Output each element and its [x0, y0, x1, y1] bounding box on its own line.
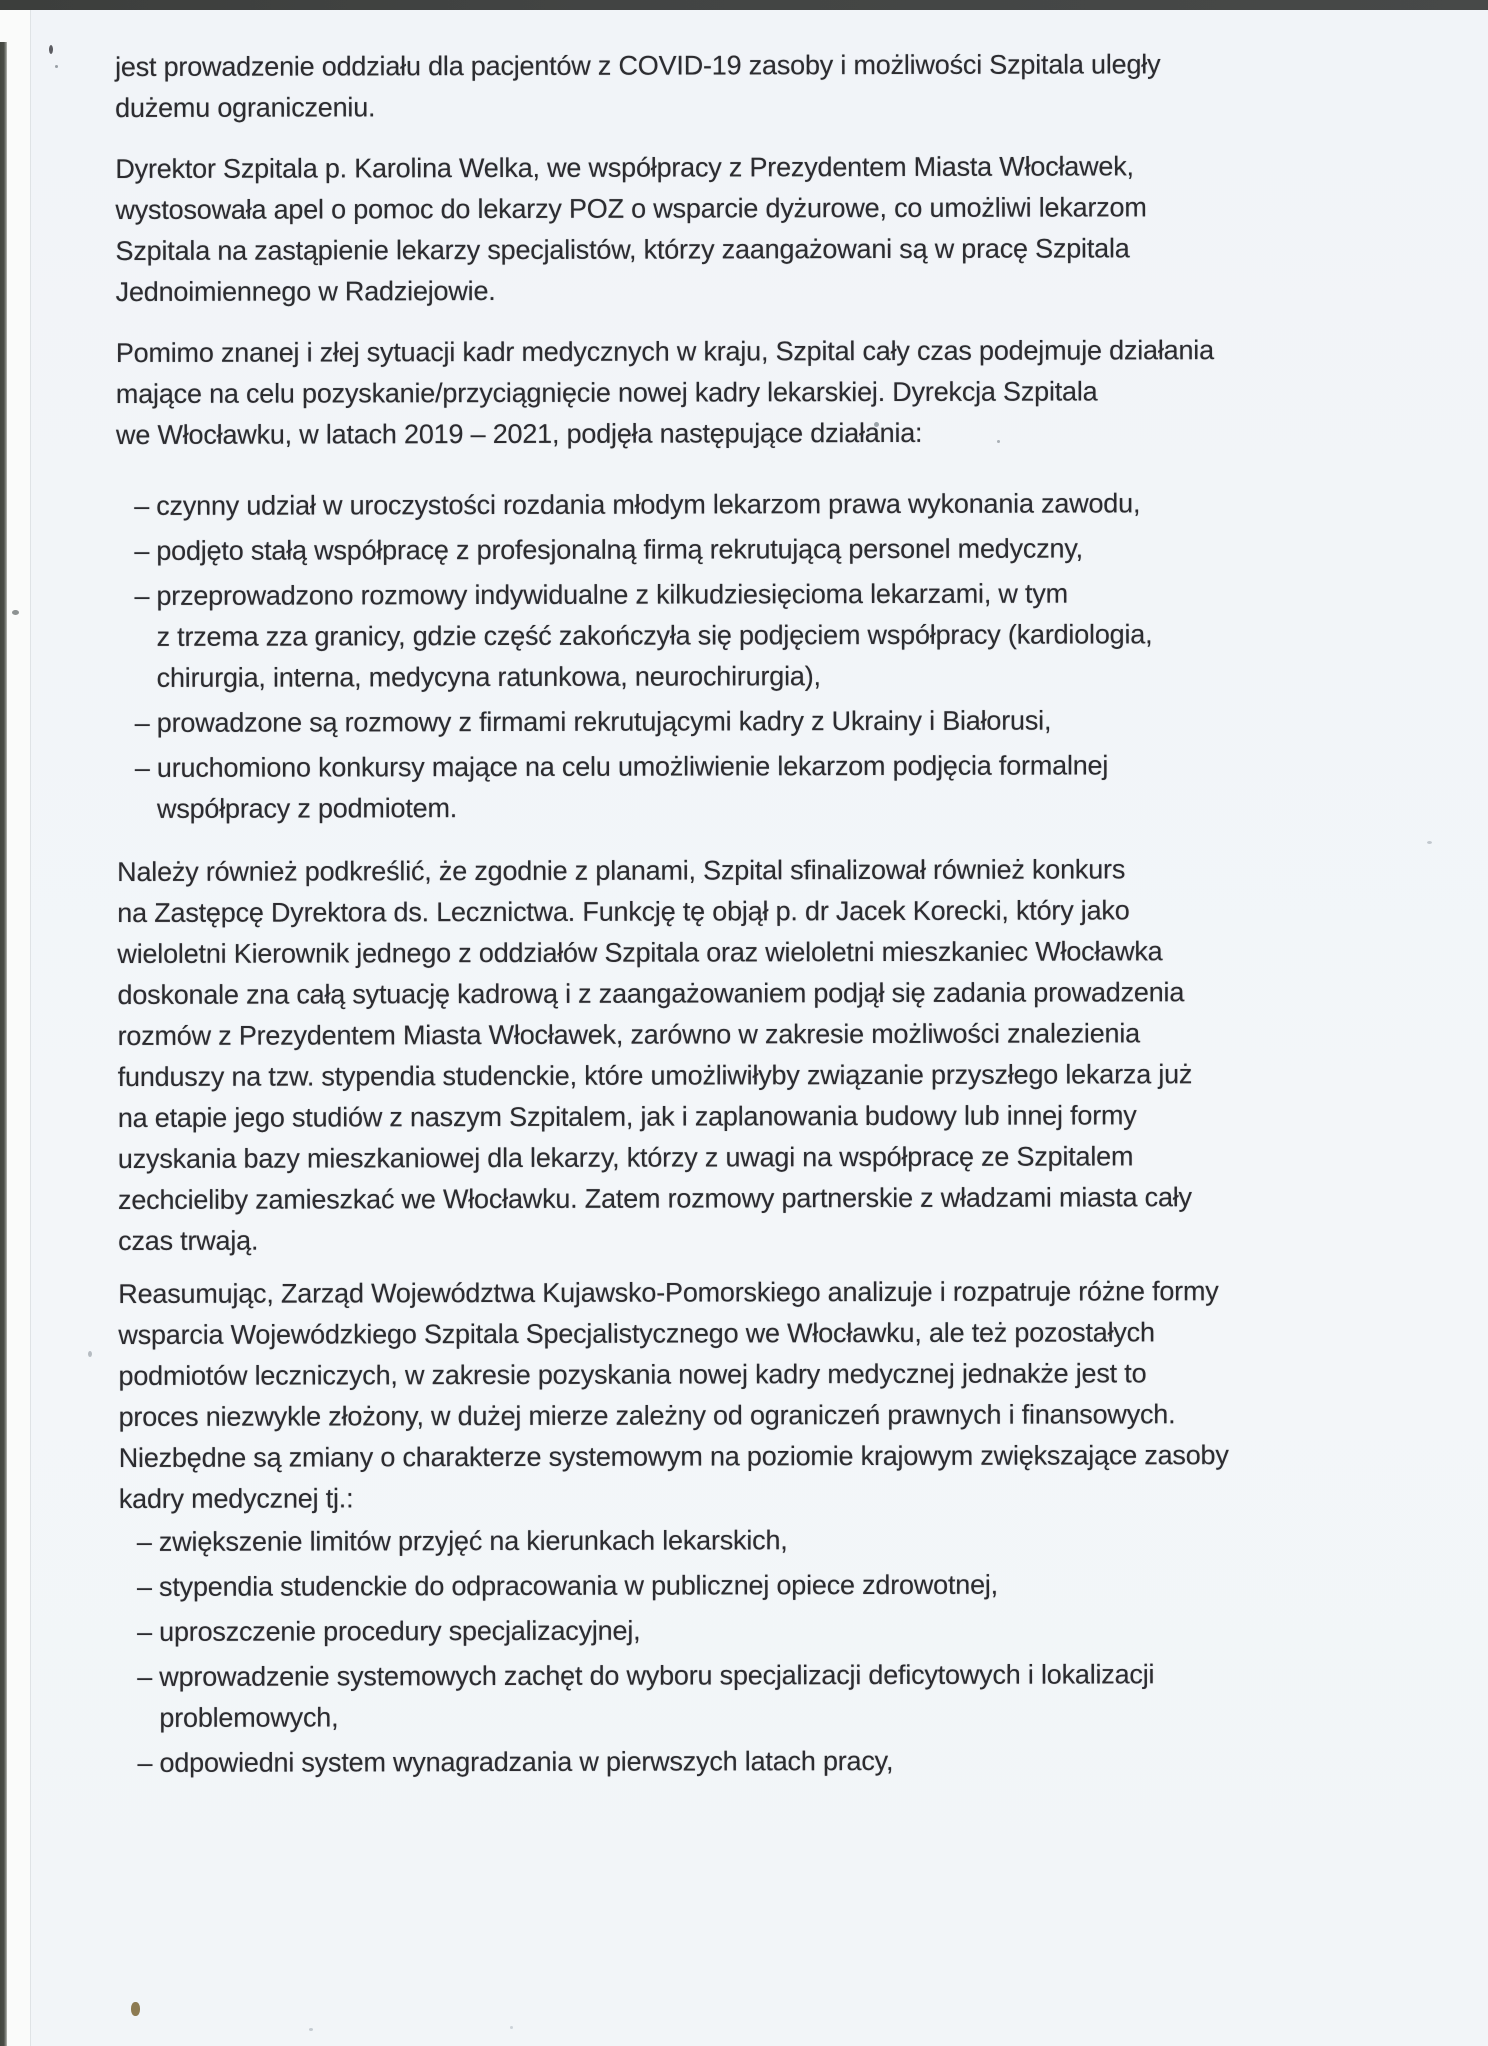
scan-speck: [12, 610, 19, 615]
paragraph-covid-impact: jest prowadzenie oddziału dla pacjentów z COVID-19 zasoby i możliwości Szpitala uległy dużemu ograniczeniu.: [115, 49, 1161, 123]
list-item: [119, 1653, 1464, 1739]
dash-marker: –: [136, 1571, 152, 1602]
list-item-text: stypendia studenckie do odpracowania w publicznej opiece zdrowotnej,: [158, 1569, 999, 1602]
scan-speck: [510, 2026, 513, 2029]
scan-left-edge: [0, 42, 7, 2046]
scan-top-edge: [0, 0, 1488, 10]
list-item: [116, 482, 1461, 527]
list-item: [119, 1518, 1464, 1563]
actions-list: [116, 482, 1462, 830]
list-item: [117, 699, 1462, 744]
list-item: [116, 572, 1461, 699]
list-item-text: czynny udział w uroczystości rozdania młodym lekarzom prawa wykonania zawodu,: [156, 488, 1141, 521]
dash-marker: –: [137, 1747, 153, 1778]
dash-marker: –: [137, 1661, 153, 1692]
list-item-text: podjęto stałą współpracę z profesjonalną firmą rekrutującą personel medyczny,: [156, 533, 1083, 566]
scan-speck: [55, 65, 58, 68]
scan-speck: [309, 2028, 313, 2031]
dash-marker: –: [134, 490, 150, 521]
dash-marker: –: [134, 580, 150, 611]
list-item: [119, 1563, 1464, 1608]
list-item: [117, 744, 1462, 830]
list-item-text: uproszczenie procedury specjalizacyjnej,: [159, 1615, 641, 1647]
dash-marker: –: [136, 1526, 152, 1557]
paragraph-staffing-efforts: Pomimo znanej i złej sytuacji kadr medycznych w kraju, Szpital cały czas podejmuje działania mające na celu pozyskanie/przyciągnięcie nowej kadry lekarskiej. Dyrekcja Szpitala we Włocławku, w latach 2019 – 2021, podjęła następujące działania:: [115, 335, 1214, 450]
paragraph-director-appeal: Dyrektor Szpitala p. Karolina Welka, we współpracy z Prezydentem Miasta Włocławek, wystosowała apel o pomoc do lekarzy POZ o wsparcie dyżurowe, co umożliwi lekarzom Szpitala na zastąpienie lekarzy specjalistów, którzy zaangażowani są w pracę Szpitala Jednoimiennego w Radziejowie.: [115, 151, 1147, 307]
dash-marker: –: [134, 707, 150, 738]
scan-speck: [88, 1351, 92, 1357]
list-item-text: wprowadzenie systemowych zachęt do wyboru specjalizacji deficytowych i lokalizacji problemowych,: [159, 1659, 1155, 1733]
paragraph-summary: Reasumując, Zarząd Województwa Kujawsko-Pomorskiego analizuje i rozpatruje różne formy wsparcia Wojewódzkiego Szpitala Specjalistycznego we Włocławku, ale też pozostałych podmiotów leczniczych, w zakresie pozyskania nowej kadry medycznej jednakże jest to proces niezwykle złożony, w dużej mierze zależny od ograniczeń prawnych i finansowych. Niezbędne są zmiany o charakterze systemowym na poziomie krajowym zwiększające zasoby kadry medycznej tj.:: [118, 1276, 1229, 1514]
scan-speck: [131, 2002, 140, 2016]
scan-speck: [49, 45, 53, 54]
list-item-text: przeprowadzono rozmowy indywidualne z kilkudziesięcioma lekarzami, w tym z trzema zza granicy, gdzie część zakończyła się podjęciem współpracy (kardiologia, chirurgia, interna, medycyna ratunkowa, neurochirurgia),: [156, 578, 1153, 693]
list-item-text: zwiększenie limitów przyjęć na kierunkach lekarskich,: [158, 1525, 788, 1557]
list-item: [116, 527, 1461, 572]
paragraph-deputy-director: Należy również podkreślić, że zgodnie z planami, Szpital sfinalizował również konkurs na Zastępcę Dyrektora ds. Lecznictwa. Funkcję tę objął p. dr Jacek Korecki, który jako wieloletni Kierownik jednego z oddziałów Szpitala oraz wieloletni mieszkaniec Włocławka doskonale zna całą sytuację kadrową i z zaangażowaniem podjął się zadania prowadzenia rozmów z Prezydentem Miasta Włocławek, zarówno w zakresie możliwości znalezienia funduszy na tzw. stypendia studenckie, które umożliwiłyby związanie przyszłego lekarza już na etapie jego studiów z naszym Szpitalem, jak i zaplanowania budowy lub innej formy uzyskania bazy mieszkaniowej dla lekarzy, którzy z uwagi na współpracę ze Szpitalem zechcieliby zamieszkać we Włocławku. Zatem rozmowy partnerskie z władzami miasta cały czas trwają.: [117, 854, 1193, 1256]
list-item-text: uruchomiono konkursy mające na celu umożliwienie lekarzom podjęcia formalnej współpracy z podmiotem.: [156, 750, 1109, 824]
dash-marker: –: [134, 752, 150, 783]
dash-marker: –: [134, 535, 150, 566]
system-changes-list: [119, 1518, 1465, 1784]
list-item-text: odpowiedni system wynagradzania w pierwszych latach pracy,: [159, 1745, 894, 1778]
list-item: [119, 1608, 1464, 1653]
dash-marker: –: [137, 1616, 153, 1647]
document-body: [115, 43, 1465, 1784]
list-item-text: prowadzone są rozmowy z firmami rekrutującymi kadry z Ukrainy i Białorusi,: [156, 705, 1052, 738]
list-item: [119, 1739, 1464, 1784]
